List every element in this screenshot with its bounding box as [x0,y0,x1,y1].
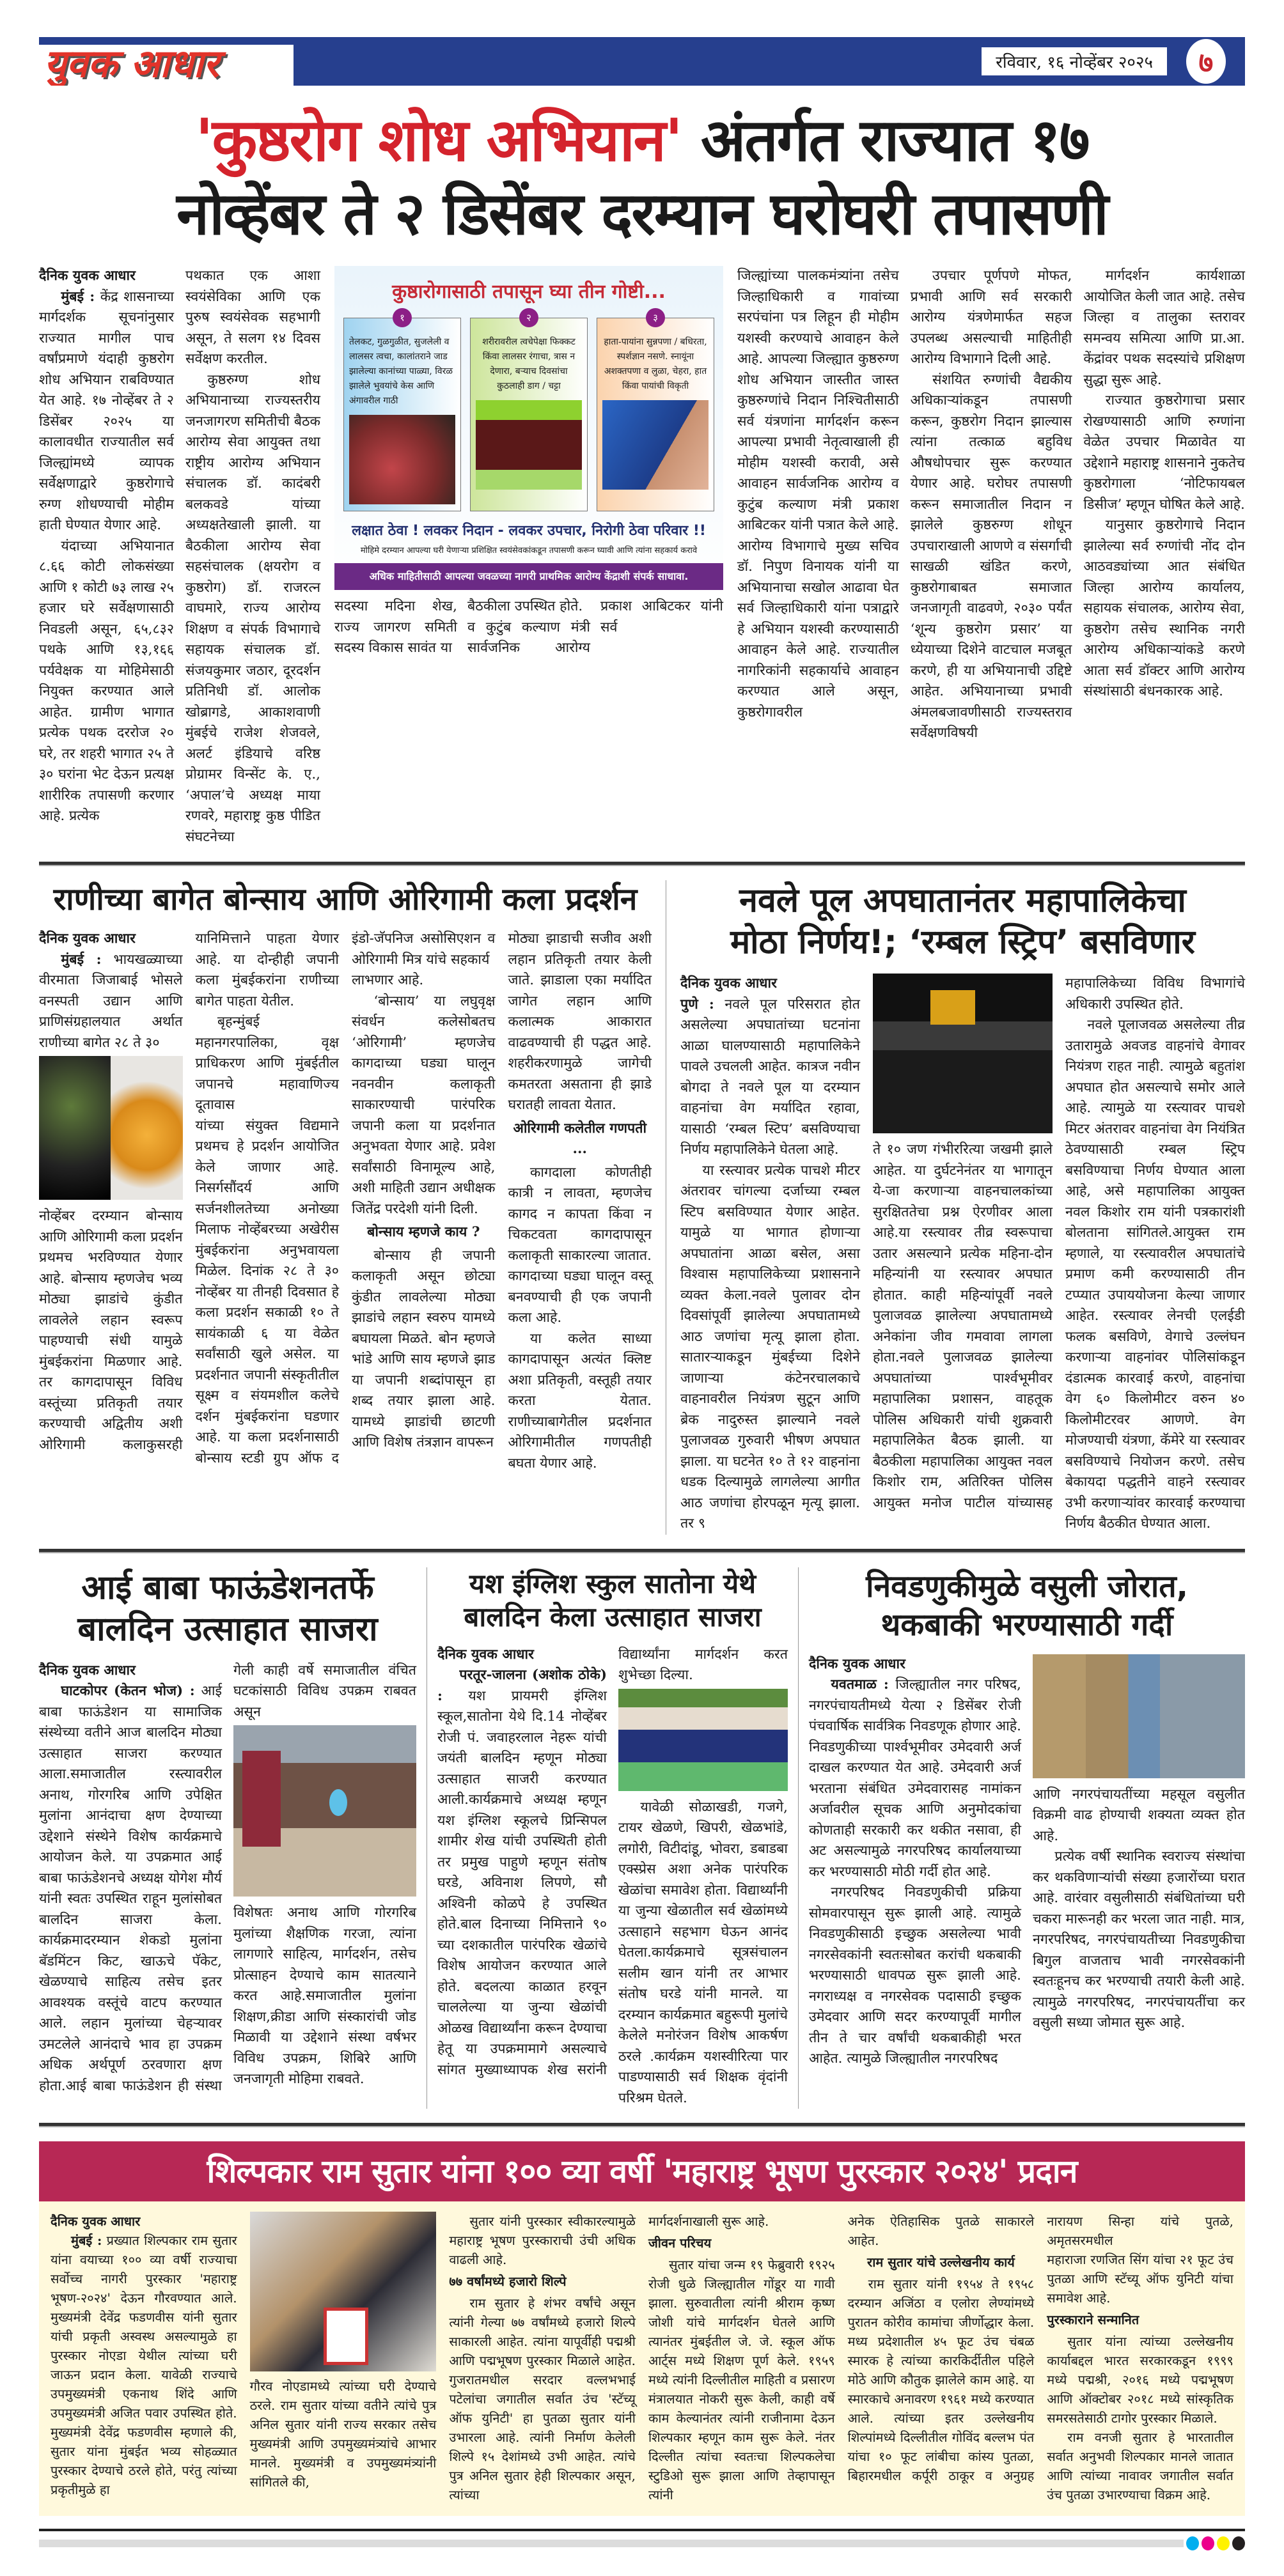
lead-para: यंदाच्या अभियानात ८.६६ कोटी लोकसंख्या आणि १ कोटी ७३ लाख २५ हजार घरे सर्वेक्षणासाठी निवडली असून, ६५,८३२ पथके आणि १३,१६६ पर्यवेक्षक या मोहिमेसाठी नियुक्त करण्यात आले आहेत. ग्रामीण भागात प्रत्येक पथक दररोज २० घरे, तर शहरी भागात २५ ते ३० घरांना भेट देऊन प्रत्यक्ष शारीरिक तपासणी करणार आहे. प्रत्येक [39,538,174,824]
navale-headline-line1: नवले पूल अपघातानंतर महापालिकेचा [739,881,1186,920]
registration-mark-black [1232,2536,1245,2550]
section-divider [39,1549,1245,1553]
bonsai-photo [39,1056,111,1200]
sutar-para: सुतार यांनी पुरस्कार स्वीकारल्यामुळे महाराष्ट्र भूषण पुरस्काराची उंची अधिक वाढली आहे. [449,2214,636,2267]
sutar-subhead: ७७ वर्षांमध्ये हजारो शिल्पे [449,2274,567,2289]
sutar-para: अनेक ऐतिहासिक पुतळे साकारले आहेत. [847,2214,1035,2248]
column-divider [798,1567,799,2109]
bonsai-para: बृहन्मुंबई महानगरपालिका, वृक्ष प्राधिकरण आणि मुंबईतील जपानचे महावाणिज्य दूतावास [195,1014,339,1113]
origami-ganesha-photo [111,1056,182,1200]
election-para: जिल्ह्यातील नगर परिषद, नगरपंचायतीमध्ये येत्या २ डिसेंबर रोजी पंचवार्षिक सार्वत्रिक निवडणूक होणार आहे. निवडणुकीच्या पार्श्वभूमीवर उमेदवारी अर्ज दाखल करण्यात येत आहे. उमेदवारी अर्ज भरताना संबंधित उमेदवारासह नामांकन अर्जावरील सूचक आणि अनुमोदकांचा कोणताही सरकारी कर थकीत नसावा, ही अट असल्यामुळे नगरपरिषद कार्यालयाच्या कर भरण्यासाठी मोठी गर्दी होत आहे. [809,1677,1021,1880]
sutar-story-body [39,2201,1245,2516]
sutar-subhead: राम सुतार यांचे उल्लेखनीय कार्य [867,2254,1015,2270]
yash-school-headline [437,1567,788,1634]
truck-shape [930,990,975,1025]
election-para: आणि नगरपंचायतींच्या महसूल वसुलीत विक्रमी वाढ होण्याची शक्यता व्यक्त होत आहे. [1033,1786,1245,1844]
lead-under-poster [334,596,723,659]
poster-card-number: २ [519,308,538,327]
lead-para: यानुसार कुष्ठरोगाचे निदान झालेल्या सर्व रुग्णांची नोंद दोन आठवड्यांच्या आत संबंधित जिल्हा आरोग्य कार्यालय, सहायक संचालक, आरोग्य सेवा, कुष्ठरोग तसेच स्थानिक नगरी आरोग्य अधिकाऱ्यांकडे करणे आता सर्व डॉक्टर आणि आरोग्य संस्थांसाठी बंधनकारक आहे. [1083,517,1245,699]
sutar-para: सुतार यांना त्यांच्या उल्लेखनीय कार्याबद्दल भारत सरकारकडून १९९९ मध्ये पद्मश्री, २०१६ मध्ये पद्मभूषण आणि ऑक्टोबर २०१८ मध्ये सांस्कृतिक समरसतेसाठी टागोर पुरस्कार मिळाले. [1047,2334,1233,2426]
logo-text: युवक आधार [44,45,219,86]
election-para: प्रत्येक वर्षी स्थानिक स्वराज्य संस्थांचा कर थकविणाऱ्यांची संख्या हजारोंच्या घरात आहे. वारंवार वसुलीसाठी संबंधितांच्या घरी चकरा मारूनही कर भरला जात नाही. मात्र, नगरपरिषद, नगरपंचायतीच्या निवडणुकीचा बिगुल वाजताच भावी नगरसेवकांनी स्वतःहूनच कर भरण्याची तयारी केली आहे. त्यामुळे नगरपरिषद, नगरपंचायतींचा कर वसुली सध्या जोमात सुरू आहे. [1033,1849,1245,2031]
sutar-banner-headline: शिल्पकार राम सुतार यांना १०० व्या वर्षी 'महाराष्ट्र भूषण पुरस्कार २०२४' प्रदान [39,2141,1245,2201]
lead-para: राज्यात कुष्ठरोगाचा प्रसार रोखण्यासाठी आणि रुग्णांना वेळेत उपचार मिळावेत या उद्देशाने महाराष्ट्र शासनाने नुकतेच कुष्ठरोगाला ‘नोटिफायबल डिसीज’ म्हणून घोषित केले आहे. [1083,392,1245,513]
footer-strip [39,2540,1184,2547]
poster-footer: अधिक माहितीसाठी आपल्या जवळच्या नागरी प्राथमिक आरोग्य केंद्राशी संपर्क साधावा. [334,563,723,590]
sutar-para: गौरव नोएडामध्ये त्यांच्या घरी देण्याचे ठरले. राम सुतार यांच्या वतीने त्यांचे पुत्र अनिल सुतार यांनी राज्य सरकार तसेच मुख्यमंत्री आणि उपमुख्यमंत्र्यांचे आभार मानले. मुख्यमंत्री व उपमुख्यमंत्र्यांनी सांगितले की, [249,2378,437,2490]
award-certificate-shape [324,2308,368,2365]
date-area [982,37,1226,86]
lead-headline-part1: अंतर्गत राज्यात १७ [682,106,1089,175]
election-headline-line2: थकबाकी भरण्यासाठी गर्दी [881,1606,1173,1643]
lead-para: बैठकीला उपस्थित होते. [467,598,583,614]
navale-para: या रस्त्यावर प्रत्येक पाचशे मीटर अंतरावर चांगल्या दर्जाच्या रम्बल स्टिप बसविण्यात येणार आहेत. यामुळे या भागात होणाऱ्या अपघातांना आळा बसेल, असा विश्वास महापालिकेच्या प्रशासनाने व्यक्त केला.नवले पुलावर दोन दिवसांपूर्वी झालेल्या अपघातामध्ये आठ जणांचा मृत्यू झाला होता. सातारऱ्याकडून मुंबईच्या दिशेने जाणाऱ्या कंटेनरचालकाचे वाहनावरील नियंत्रण सुटून आणि ब्रेक नादुरुस्त झाल्याने नवले पुलाजवळ गुरुवारी भीषण अपघात झाला. या घटनेत १० ते १२ वाहनांना धडक दिल्यामुळे लागलेल्या आगीत आठ जणांचा होरपळून मृत्यू झाला. तर ९ [680,1162,860,1532]
bonsai-para: भायखळ्याच्या वीरमाता जिजाबाई भोसले वनस्पती उद्यान आणि प्राणिसंग्रहालयात अर्थात राणीच्या बागेत २८ ते ३० [39,951,183,1051]
sutar-para: मार्गदर्शनाखाली सुरू आहे. [648,2214,769,2229]
footer [39,2536,1245,2550]
yash-body [437,1645,788,2109]
masthead-bar [39,37,1245,86]
poster-card-number: ३ [646,308,665,327]
sutar-subhead: पुरस्काराने सन्मानित [1047,2312,1139,2327]
sutar-subhead: जीवन परिचय [648,2235,712,2251]
lead-para: कुष्ठरुग्ण शोध अभियानाच्या राज्यस्तरीय जनजागरण समितीची बैठक आरोग्य सेवा आयुक्त तथा राष्ट्रीय आरोग्य अभियान संचालक डॉ. कादंबरी बलकवडे यांच्या अध्यक्षतेखाली झाली. या बैठकीला आरोग्य सेवा सहसंचालक (क्षयरोग व कुष्ठरोग) डॉ. राजरत्न वाघमारे, राज्य आरोग्य शिक्षण व संपर्क विभागाचे सहायक संचालक डॉ. संजयकुमार जठार, दूरदर्शन प्रतिनिधी डॉ. आलोक खोब्रागडे, आकाशवाणी मुंबईचे राजेश शेजवले, अलर्ट इंडियाचे वरिष्ठ प्रोग्रामर विन्सेंट के. ए., ‘अपाल’चे अध्यक्ष माया रणवरे, महाराष्ट्र कुष्ठ पीडित संघटनेच्या [185,371,320,845]
navale-para: ते १० जण गंभीररित्या जखमी झाले आहेत. या दुर्घटनेनंतर या भागातून ये-जा करणाऱ्या वाहनचालकांच्या सुरक्षिततेचा प्रश्न ऐरणीवर आला आहे.या रस्त्यावर तीव्र स्वरूपाचा उतार असल्याने प्रत्येक महिना-दोन महिन्यांनी या रस्त्यावर अपघात होतात. काही महिन्यांपूर्वी नवले पुलाजवळ झालेल्या अपघातामध्ये अनेकांना जीव गमवावा लागला होता.नवले पुलाजवळ झालेल्या अपघातांच्या पार्श्वभूमीवर महापालिका प्रशासन, वाहतूक पोलिस अधिकारी यांची शुक्रवारी महापालिकेत बैठक झाली. या बैठकीला महापालिका आयुक्त नवल किशोर राम, अतिरिक्त पोलिस आयुक्त मनोज पाटील यांच्यासह महापालिकेच्या विविध विभागांचे अधिकारी उपस्थित होते. [873,975,1245,1511]
aai-baba-byline: दैनिक युवक आधार [39,1662,136,1679]
lead-headline-part2: नोव्हेंबर ते २ डिसेंबर दरम्यान घरोघरी तपासणी [176,180,1108,248]
yash-byline: दैनिक युवक आधार [437,1646,534,1663]
aai-baba-headline [39,1567,416,1650]
navale-byline: दैनिक युवक आधार [680,975,777,991]
bonsai-photos [39,1056,183,1200]
lead-headline-highlight: 'कुष्ठरोग शोध अभियान' [195,106,682,175]
yash-headline-line2: बालदिन केला उत्साहात साजरा [464,1601,762,1633]
issue-date: रविवार, १६ नोव्हेंबर २०२५ [982,47,1167,75]
yash-place: परतूर-जालना (अशोक ठोके) : [437,1667,607,1704]
poster-card-2 [470,312,588,511]
bonsai-para: कागदाला कोणतीही कात्री न लावता, म्हणजेच कागद न कापता किंवा न चिकटवता कागदापासून कलाकृती साकारल्या जातात. कागदाच्या घड्या घालून वस्तू बनवण्याची ही एक जपानी कला आहे. [508,1164,652,1326]
navale-body [680,974,1245,1535]
logo [39,45,294,86]
poster-card-text: शरीरावरील त्वचेपेक्षा फिक्कट किंवा लालसर रंगाचा, त्रास न देणारा, बऱ्याच दिवसांचा कुठलाही डाग / चट्टा [482,337,575,391]
navale-headline [680,880,1245,963]
poster-photo-hand [602,400,709,490]
queue-photo [1033,1654,1245,1778]
election-para: नगरपरिषद निवडणुकीची प्रक्रिया सोमवारपासून सुरू झाली आहे. त्यामुळे निवडणुकीसाठी इच्छुक असलेल्या भावी नगरसेवकांनी स्वतःसोबत करांची थकबाकी भरण्यासाठी धावपळ सुरू झाली आहे. नगराध्यक्ष व नगरसेवक पदासाठी इच्छुक उमेदवार आणि सदर करण्यापूर्वी मागील तीन ते चार वर्षांची थकबाकीही भरत आहेत. त्यामुळे जिल्ह्यातील नगरपरिषद [809,1884,1021,2067]
bottom-row [39,1567,1245,2109]
poster-card-3 [597,312,714,511]
election-story [809,1567,1245,2070]
yash-para: यश प्रायमरी इंग्लिश स्कूल,सातोना येथे दि.14 नोव्हेंबर रोजी पं. जवाहरलाल नेहरू यांची जयंती बालदिन म्हणून मोठ्या उत्साहात साजरी करण्यात आली.कार्यक्रमाचे अध्यक्ष म्हणून यश इंग्लिश स्कूलचे प्रिन्सिपल शामीर शेख यांची उपस्थिती होती तर प्रमुख पाहुणे म्हणून संतोष घरडे, अविनाश लिपणे, सौ अश्विनी कोळपे हे उपस्थित होते.बाल दिनाच्या निमित्ताने ९० च्या दशकातील पारंपरिक खेळांचे विशेष आयोजन करण्यात आले होते. बदलत्या काळात हरवून चाललेल्या या जुन्या खेळांची ओळख विद्यार्थ्यांना करून देण्याचा हेतू या उपक्रमामागे असल्याचे सांगत मुख्याध्यापक शेख सरांनी विद्यार्थ्यांना मार्गदर्शन करत शुभेच्छा दिल्या. [437,1646,788,2078]
aai-baba-para: आई बाबा फाऊंडेशन या सामाजिक संस्थेच्या वतीने आज बालदिन मोठ्या उत्साहात साजरा करण्यात आला.समाजातील रस्त्यावरील अनाथ, गोरगरिब आणि उपेक्षित मुलांना आनंदाचा क्षण देण्याच्या उद्देशाने संस्थेने विशेष कार्यक्रमाचे आयोजन केले. या उपक्रमात आई बाबा फाऊंडेशनचे अध्यक्ष योगेश मौर्य यांनी स्वतः उपस्थित राहून मुलांसोबत बालदिन साजरा केला. कार्यक्रमादरम्यान शेकडो मुलांना बॅडमिंटन किट, खाऊचे पॅकेट, खेळण्याचे साहित्य तसेच इतर आवश्यक वस्तूंचे वाटप करण्यात आले. लहान मुलांच्या चेहऱ्यावर उमटलेले आनंदाचे भाव हा उपक्रम अधिक अर्थपूर्ण ठरवणारा क्षण होता.आई बाबा फाऊंडेशन ही संस्था गेली काही वर्षे समाजातील वंचित घटकांसाठी विविध उपक्रम राबवत असून [39,1662,416,2094]
poster-card-text: तेलकट, गुळगुळीत, सुजलेली व लालसर त्वचा, कालांतराने जाड झालेल्या कानांच्या पाळ्या, विरळ झालेले भुवयांचे केस आणि अंगावरील गाठी [349,337,453,406]
lead-para: व कुटुंब कल्याण मंत्री सार्वजनिक आरोग्य प्रकाश आबिटकर यांनी सर्व [467,598,723,656]
poster-card-text: हाता-पायांना सुन्नपणा / बधिरता, स्पर्शज्ञान नसणे. स्नायूंना अशक्तपणा व लुळा, चेहरा, हात किंवा पायांची विकृती [604,337,707,391]
bonsai-para: लाभणार आहे. [352,972,424,988]
bonsai-subhead: बोन्साय म्हणजे काय ? [367,1224,480,1240]
registration-mark-cyan [1186,2536,1199,2550]
lead-para: केंद्र शासनाच्या मार्गदर्शक सूचनांनुसार राज्यात मागील पाच वर्षांप्रमाणे यंदाही कुष्ठरोग शोध अभियान राबविण्यात येत आहे. १७ नोव्हेंबर ते २ डिसेंबर २०२५ या कालावधीत राज्यातील सर्व जिल्ह्यांमध्ये व्यापक सर्वेक्षणाद्वारे कुष्ठरोगाचे रुग्ण शोधण्याची मोहीम हाती घेण्यात येणार आहे. [39,288,174,533]
awareness-poster [334,266,723,590]
sutar-para: महाराजा रणजित सिंग यांचा २१ फूट उंच पुतळा आणि स्टॅच्यू ऑफ युनिटी यांचा समावेश आहे. [1047,2252,1233,2306]
poster-card-1 [343,312,461,511]
sutar-para: सुतार यांचा जन्म १९ फेब्रुवारी १९२५ रोजी धुळे जिल्ह्यातील गोंडूर या गावी झाला. सुरुवातीला त्यांनी श्रीराम कृष्ण जोशी यांचे मार्गदर्शन घेतले आणि त्यानंतर मुंबईतील जे. जे. स्कूल ऑफ आर्ट्स मध्ये शिक्षण पूर्ण केले. १९५९ मध्ये त्यांनी दिल्लीतील माहिती व प्रसारण मंत्रालयात नोकरी सुरू केली, काही वर्षे काम केल्यानंतर त्यांनी राजीनामा देऊन शिल्पकार म्हणून काम सुरू केले. नंतर दिल्लीत त्यांचा स्वतःचा शिल्पकलेचा स्टुडिओ सुरू झाला आणि तेव्हापासून त्यांनी [648,2257,835,2502]
lead-byline: दैनिक युवक आधार [39,268,136,284]
aai-baba-headline-line1: आई बाबा फाऊंडेशनतर्फे [81,1568,374,1607]
footer-rule [39,2529,1245,2531]
lead-para: मार्गदर्शन कार्यशाळा आयोजित केली जात आहे. तसेच जिल्हा व तालुका स्तरावर समन्वय समित्या आणि प्रा.आ. केंद्रांवर पथक सदस्यांचे प्रशिक्षण सुद्धा सुरू आहे. [1083,268,1245,388]
sutar-para: प्रख्यात शिल्पकार राम सुतार यांना वयाच्या १०० व्या वर्षी राज्याचा सर्वोच्च नागरी पुरस्कार 'महाराष्ट्र भूषण-२०२४' देऊन गौरवण्यात आले. मुख्यमंत्री देवेंद्र फडणवीस यांनी सुतार यांची प्रकृती अस्वस्थ असल्यामुळे हा पुरस्कार नोएडा येथील त्यांच्या घरी जाऊन प्रदान केला. यावेळी राज्याचे उपमुख्यमंत्री एकनाथ शिंदे आणि उपमुख्यमंत्री अजित पवार उपस्थित होते. मुख्यमंत्री देवेंद्र फडणवीस म्हणाले की, सुतार यांना मुंबईत भव्य सोहळ्यात पुरस्कार देण्याचे ठरले होते, परंतु त्यांच्या प्रकृतीमुळे हा [51,2233,237,2497]
yash-headline-line1: यश इंग्लिश स्कुल सातोना येथे [469,1567,756,1599]
aai-baba-place: घाटकोपर (केतन भोज) : [61,1683,195,1699]
bonsai-para: बोन्साय ही जपानी कलाकृती असून छोट्या कुंडीत लावलेल्या मोठ्या झाडांचे लहान स्वरुप यामध्ये बघायला मिळते. बोन म्हणजे भांडे आणि साय म्हणजे झाड या जपानी शब्दांपासून हा शब्द तयार झाला आहे. यामध्ये झाडांची छाटणी आणि विशेष तंत्रज्ञान वापरून [352,1247,496,1450]
lead-story [39,266,1245,848]
poster-slogan: लक्षात ठेवा ! लवकर निदान - लवकर उपचार, निरोगी ठेवा परिवार !! [352,523,706,539]
bonsai-para: यांच्या संयुक्त विद्यमाने प्रथमच हे प्रदर्शन आयोजित केले जाणार आहे. निसर्गसौंदर्य आणि सर्जनशीलतेच्या अनोख्या मिलाफ नोव्हेंबरच्या अखेरीस मुंबईकरांना अनुभवायला मिळेल. दिनांक २८ ते ३० नोव्हेंबर या तीनही दिवसात हे कला प्रदर्शन सकाळी १० ते सायंकाळी ६ या वेळेत सर्वांसाठी खुले असेल. या प्रदर्शनात जपानी संस्कृतीतील सूक्ष्म व संयमशील कलेचे दर्शन मुंबईकरांना घडणार आहे. या कला प्रदर्शनासाठी बोन्साय स्टडी ग्रुप ऑफ द इंडो-जॅपनिज असोसिएशन व ओरिगामी मित्र यांचे सहकार्य [195,931,496,1466]
poster-photo-face [349,415,455,504]
award-ceremony-photo [250,2212,437,2371]
poster-note: मोहिमे दरम्यान आपल्या घरी येणाऱ्या प्रशिक्षित स्वयंसेवकांकडून तपासणी करून घ्यावी आणि त्यांना सहकार्य करावे [360,546,698,555]
aai-baba-event-photo [233,1725,416,1897]
bonsai-place: मुंबई : [61,951,102,968]
newspaper-page [39,0,1245,2576]
navale-para: नवले पूलाजवळ असलेल्या तीव्र उतारामुळे अवजड वाहनांचे वेगावर नियंत्रण राहत नाही. त्यामुळे बहुतांश अपघात होत असल्याचे समोर आले आहे. त्यामुळे या रस्त्यावर पाचशे मिटर अंतरावर वाहनांचा वेग नियंत्रित ठेवण्यासाठी रम्बल स्ट्रिप बसविण्याचा निर्णय घेण्यात आला आहे, असे महापालिका आयुक्त नवल किशोर राम यांनी पत्रकारांशी बोलताना सांगितले.आयुक्त राम म्हणाले, या रस्त्यावरील अपघातांचे प्रमाण कमी करण्यासाठी तीन टप्प्यात उपाययोजना केल्या जाणार आहेत. रस्त्यावर लेनची एलईडी फलक बसविणे, वेगाचे उल्लंघन करणाऱ्या वाहनांवर पोलिसांकडून दंडात्मक कारवाई करणे, वाहनांचा वेग ६० किलोमीटर वरुन ४० किलोमीटरवर आणणे. वेग मोजण्याची यंत्रणा, कॅमेरे या रस्त्यावर बसविण्याचे नियोजन करणे. तसेच बेकायदा पद्धतीने वाहने रस्त्यावर उभी करणाऱ्यांवर कारवाई करण्याचा निर्णय बैठकीत घेण्यात आला. [1065,1017,1245,1532]
lead-para: संशयित रुग्णांची वैद्यकीय अधिकाऱ्यांकडून तपासणी करून, कुष्ठरोग निदान झाल्यास त्यांना तत्काळ बहुविध औषधोपचार सुरू करण्यात येणार आहे. घरोघर तपासणी करून समाजातील निदान न झालेले कुष्ठरुग्ण शोधून उपचाराखाली आणणे व संसर्गाची साखळी खंडित करणे, कुष्ठरोगाबाबत समाजात जनजागृती वाढवणे, २०३० पर्यंत ‘शून्य कुष्ठरोग प्रसार’ या ध्येयाच्या दिशेने वाटचाल मजबूत करणे, ही या अभियानाची उद्दिष्टे आहेत. अभियानाच्या प्रभावी अंमलबजावणीसाठी राज्यस्तराव सर्वेक्षणविषयी [910,371,1072,741]
lead-left-columns [39,266,320,848]
yash-para: यावेळी सोळाखडी, गजगे, टायर खेळणे, खिपरी, खेळभांडे, लगोरी, विटीदांडू, भोवरा, डबाडबा एक्स्प्रेस अशा अनेक पारंपरिक खेळांचा समावेश होता. विद्यार्थ्यांनी या जुन्या खेळातील सर्व खेळांमध्ये उत्साहाने सहभाग घेऊन आनंद घेतला.कार्यक्रमाचे सूत्रसंचालन सलीम खान यांनी तर आभार संतोष घरडे यांनी मानले. या दरम्यान कार्यक्रमात बहुरूपी मुलांचे केलेले मनोरंजन विशेष आकर्षण ठरले .कार्यक्रम यशस्वीरित्या पार पाडण्यासाठी सर्व शिक्षक वृंदांनी परिश्रम घेतले. [618,1799,788,2106]
election-headline [809,1567,1245,1644]
bonsai-byline: दैनिक युवक आधार [39,931,136,947]
poster-title: कुष्ठारोगासाठी तपासून घ्या तीन गोष्टी... [392,281,666,303]
lead-place: मुंबई : [61,288,95,305]
lead-para: पथकात एक आशा स्वयंसेविका आणि एक पुरुष स्वयंसेवक सहभागी असून, ते सलग १४ दिवस सर्वेक्षण करतील. [185,268,320,367]
sutar-para: राम सुतार हे शंभर वर्षांचे असून त्यांनी गेल्या ७७ वर्षांमध्ये हजारो शिल्पे साकारली आहेत. त्यांना यापूर्वीही पद्मश्री आणि पद्मभूषण पुरस्कार मिळाले आहेत. गुजरातमधील सरदार वल्लभभाई पटेलांचा जगातील सर्वात उंच 'स्टॅच्यू ऑफ युनिटी' हा पुतळा सुतार यांनी उभारला आहे. त्यांनी निर्माण केलेली शिल्पे १५ देशांमध्ये उभी आहेत. त्यांचे पुत्र अनिल सुतार हेही शिल्पकार असून, त्यांच्या [449,2295,636,2502]
aai-baba-story [39,1567,416,2097]
bonsai-subhead: ओरिगामी कलेतील गणपती ... [513,1120,647,1157]
lead-para: सदस्या मदिना शेख, राज्य जागरण समिती सदस्य विकास सावंत या [334,598,457,656]
sutar-para: राम सुतार यांनी १९५४ ते १९५८ दरम्यान अजिंठा व एलोरा लेण्यांमध्ये पुरातन कोरीव कामांचा जीर्णोद्धार केला. मध्य प्रदेशातील ४५ फूट उंच चंबळ स्मारक हे त्यांच्या कारकिर्दीतील पहिले मोठे आणि कौतुक झालेले काम आहे. या स्मारकाचे अनावरण १९६१ मध्ये करण्यात आले. त्यांच्या इतर उल्लेखनीय शिल्पांमध्ये दिल्लीतील गोविंद बल्लभ पंत यांचा १० फूट लांबीचा कांस्य पुतळा, बिहारमधील कर्पूरी ठाकूर व अनुग्रह नारायण सिन्हा यांचे पुतळे, अमृतसरमधील [847,2214,1233,2483]
racket-shape [329,1789,347,1816]
bonsai-para: या कलेत साध्या कागदापासून अत्यंत क्लिष्ट अशा प्रतिकृती, वस्तूही तयार करता येतात. राणीच्याबागेतील प्रदर्शनात ओरिगामीतील गणपतीही बघता येणार आहे. [508,1330,652,1471]
sutar-byline: दैनिक युवक आधार [51,2214,141,2229]
yash-school-photo [618,1689,788,1791]
aai-baba-body [39,1661,416,2097]
navale-story [680,880,1245,1535]
sutar-para: राम वनजी सुतार हे भारतातील सर्वात अनुभवी शिल्पकार मानले जातात आणि त्यांच्या नावावर जगातील सर्वात उंच पुतळा उभारण्याचा विक्रम आहे. [1047,2430,1233,2502]
bonsai-headline: राणीच्या बागेत बोन्साय आणि ओरिगामी कला प्रदर्शन [53,881,638,917]
election-place: यवतमाळ : [831,1677,889,1693]
lead-para: उपचार पूर्णपणे मोफत, प्रभावी आणि सर्व सरकारी आरोग्य यंत्रणेमार्फत सहज उपलब्ध असल्याची माहितीही आरोग्य विभागाने दिली आहे. [910,268,1072,367]
navale-place: पुणे : [680,996,714,1013]
aai-baba-headline-line2: बालदिन उत्साहात साजरा [77,1610,378,1649]
navale-headline-line2: मोठा निर्णय!; ‘रम्बल स्ट्रिप’ बसविणार [730,923,1195,961]
bonsai-body [39,929,652,1474]
section-divider [39,2123,1245,2127]
bonsai-para: नोव्हेंबर दरम्यान बोन्साय आणि ओरिगामी कला प्रदर्शन प्रथमच भरविण्यात येणार आहे. बोन्साय म्हणजेच भव्य मोठ्या झाडांचे कुंडीत लावलेले लहान स्वरूप पाहण्याची संधी यामुळे मुंबईकरांना मिळणार आहे. तर कागदापासून विविध वस्तूंच्या प्रतिकृती तयार करण्याची अद्वितीय अशी ओरिगामी कलाकुसरही यानिमित्ताने पाहता येणार आहे. या दोन्हीही जपानी कला मुंबईकरांना राणीच्या बागेत पाहता येतील. [39,931,339,1453]
bonsai-para: मोठ्या झाडाची सजीव अशी लहान प्रतिकृती तयार केली जाते. झाडाला एका मर्यादित जागेत लहान आणि कलात्मक आकारात वाढवण्याची ही पद्धत आहे. शहरीकरणामुळे जागेची कमतरता असताना ही झाडे घरातही लावता येतात. [508,931,652,1113]
election-headline-line1: निवडणुकीमुळे वसुली जोरात, [866,1568,1188,1604]
aai-baba-para: विशेषतः अनाथ आणि गोरगरिब मुलांच्या शैक्षणिक गरजा, त्यांना लागणारे साहित्य, मार्गदर्शन, तसेच प्रोत्साहन देण्याचे काम सातत्याने करत आहे.समाजातील मुलांना शिक्षण,क्रीडा आणि संस्कारांची जोड मिळावी या उद्देशाने संस्था वर्षभर विविध उपक्रम, शिबिरे आणि जनजागृती मोहिमा राबवते. [233,1905,416,2087]
middle-row [39,880,1245,1535]
poster-photo-patch [476,400,582,490]
lead-para: जिल्ह्यांच्या पालकमंत्र्यांना तसेच जिल्हाधिकारी व गावांच्या सरपंचांना पत्र लिहून ही मोहीम यशस्वी करण्याचे आवाहन केले आहे. आपल्या जिल्ह्यात कुष्ठरुग्ण शोध अभियान जास्तीत जास्त कुष्ठरुग्णांचे निदान निश्चितीसाठी सर्व यंत्रणांना मार्गदर्शन करून आपल्या प्रभावी नेतृत्वाखाली ही मोहीम यशस्वी करावी, असे आवाहन सार्वजनिक आरोग्य व कुटुंब कल्याण मंत्री प्रकाश आबिटकर यांनी पत्रात केले आहे. आरोग्य विभागाचे मुख्य सचिव डॉ. निपुण विनायक यांनी या अभियानाचा सखोल आढावा घेत सर्व जिल्हाधिकारी यांना पत्राद्वारे हे अभियान यशस्वी करण्यासाठी आवाहन केले आहे. राज्यातील नागरिकांनी सहकार्याचे आवाहन करण्यात आले असून, कुष्ठरोगावरील [737,268,899,720]
election-byline: दैनिक युवक आधार [809,1656,905,1672]
registration-mark-yellow [1217,2536,1230,2550]
sutar-place: मुंबई : [71,2233,102,2248]
poster-column [334,266,723,659]
lead-headline [39,104,1245,251]
yash-school-story [437,1567,788,2109]
section-divider [39,862,1245,866]
lead-right-columns [737,266,1245,744]
bonsai-story [39,880,652,1474]
bonsai-para: ‘बोन्साय’ या लघुवृक्ष संवर्धन कलेसोबतच ‘ओरिगामी’ म्हणजेच कागदाच्या घड्या घालून नवनवीन कलाकृती साकारण्याची पारंपरिक जपानी कला या प्रदर्शनात अनुभवता येणार आहे. प्रवेश सर्वांसाठी विनामूल्य आहे, अशी माहिती उद्यान अधीक्षक जितेंद्र परदेशी यांनी दिली. [352,993,496,1217]
person-shape [242,1751,281,1847]
poster-cards [334,312,723,511]
page-number: ७ [1186,39,1226,84]
election-body [809,1654,1245,2070]
poster-card-number: १ [393,308,412,327]
rumble-strip-photo [873,974,1053,1133]
registration-mark-magenta [1202,2536,1214,2550]
navale-para: नवले पूल परिसरात होत असलेल्या अपघातांच्या घटनांना आळा घालण्यासाठी महापालिकेने पावले उचलली आहेत. कात्रज नवीन बोगदा ते नवले पूल या दरम्यान वाहनांचा वेग मर्यादित रहावा, यासाठी ‘रम्बल स्टिप’ बसविण्याचा निर्णय महापालिकेने घेतला आहे. [680,996,860,1158]
